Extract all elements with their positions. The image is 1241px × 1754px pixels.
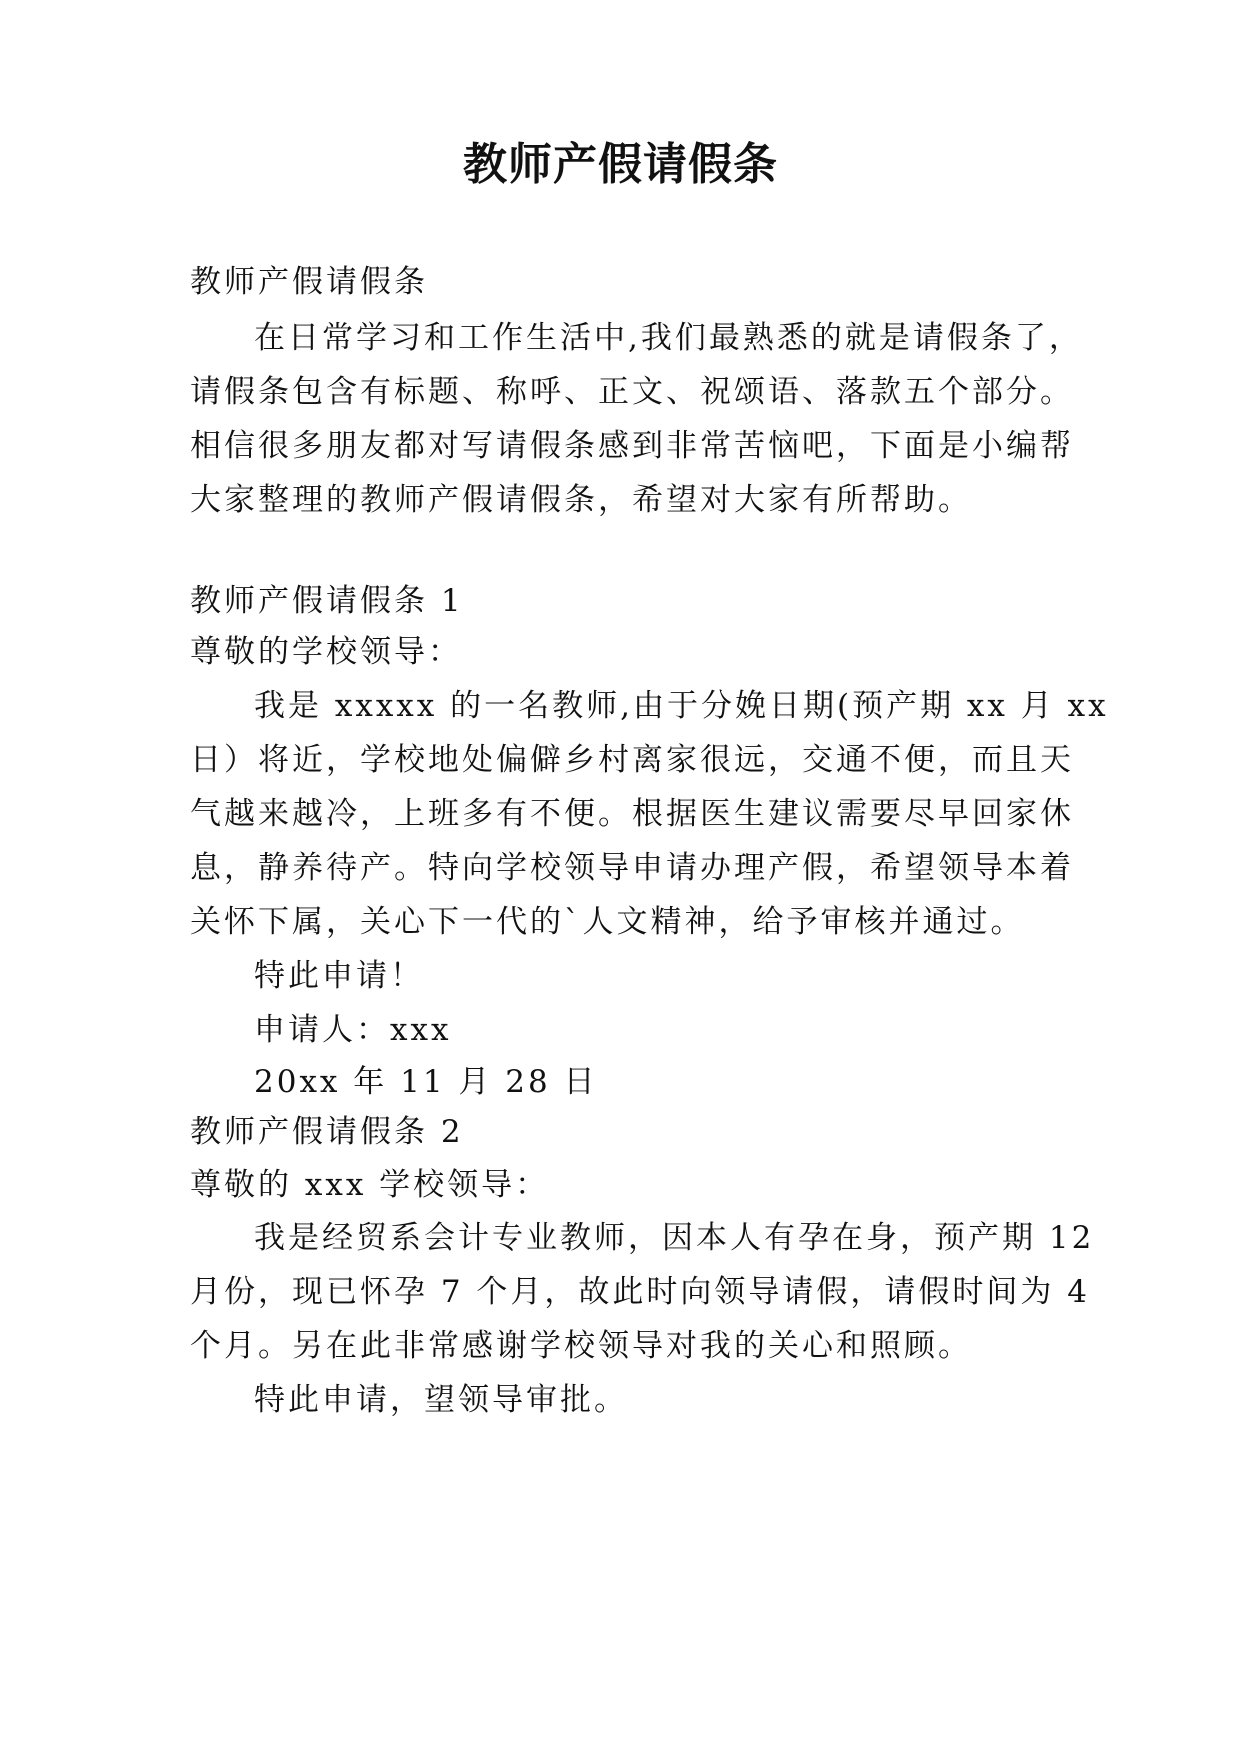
intro-line-3: 相信很多朋友都对写请假条感到非常苦恼吧，下面是小编帮 xyxy=(190,428,1074,464)
note1-body-line-3: 气越来越冷，上班多有不便。根据医生建议需要尽早回家休 xyxy=(190,796,1074,832)
note1-applicant: 申请人：xxx xyxy=(254,1012,452,1048)
intro-line-4: 大家整理的教师产假请假条，希望对大家有所帮助。 xyxy=(190,482,972,518)
note2-body-line-2: 月份，现已怀孕 7 个月，故此时向领导请假，请假时间为 4 xyxy=(190,1274,1091,1310)
note2-heading: 教师产假请假条 2 xyxy=(190,1114,464,1150)
note2-salutation: 尊敬的 xxx 学校领导： xyxy=(190,1167,550,1203)
intro-heading: 教师产假请假条 xyxy=(190,264,428,300)
note2-body-line-3: 个月。另在此非常感谢学校领导对我的关心和照顾。 xyxy=(190,1328,972,1364)
note1-body-line-4: 息，静养待产。特向学校领导申请办理产假，希望领导本着 xyxy=(190,850,1074,886)
note1-salutation: 尊敬的学校领导： xyxy=(190,634,462,670)
note1-body-line-2: 日）将近，学校地处偏僻乡村离家很远，交通不便，而且天 xyxy=(190,742,1074,778)
intro-line-1: 在日常学习和工作生活中,我们最熟悉的就是请假条了， xyxy=(254,320,1083,356)
note1-date: 20xx 年 11 月 28 日 xyxy=(254,1064,598,1100)
document-title: 教师产假请假条 xyxy=(463,139,778,190)
note2-body-line-1: 我是经贸系会计专业教师，因本人有孕在身，预产期 12 xyxy=(254,1220,1095,1256)
note2-closing: 特此申请，望领导审批。 xyxy=(254,1382,628,1418)
note1-closing: 特此申请！ xyxy=(254,958,424,994)
note1-heading: 教师产假请假条 1 xyxy=(190,583,464,619)
note1-body-line-1: 我是 xxxxx 的一名教师,由于分娩日期(预产期 xx 月 xx xyxy=(254,688,1109,724)
note1-body-line-5: 关怀下属，关心下一代的`人文精神，给予审核并通过。 xyxy=(190,904,1025,940)
intro-line-2: 请假条包含有标题、称呼、正文、祝颂语、落款五个部分。 xyxy=(190,374,1074,410)
